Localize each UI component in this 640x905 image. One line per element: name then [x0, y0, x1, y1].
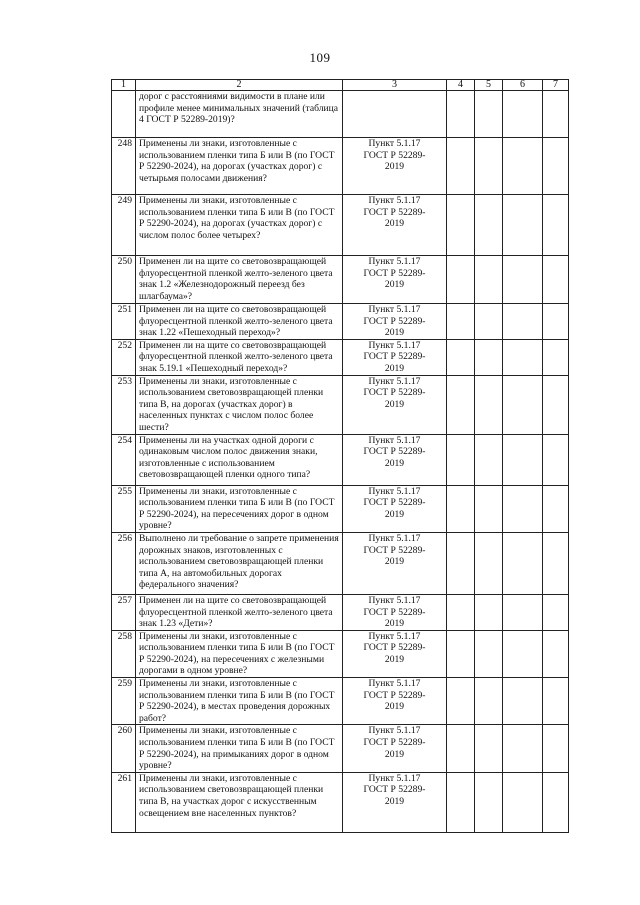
requirement-reference: [343, 138, 447, 195]
answer-cell-col-7[interactable]: [543, 434, 569, 485]
answer-cell-col-4[interactable]: [447, 630, 475, 677]
reference-line: 2019: [384, 748, 405, 760]
answer-cell-col-6[interactable]: [503, 339, 543, 375]
reference-line: 2019: [384, 279, 405, 291]
answer-cell-col-6[interactable]: [503, 725, 543, 772]
question-text: Применены ли знаки, изготовленные с использованием световозвращающей пленки типа В, на дорогах (участках дорог) в населенных пунктах с числом полос более шести?: [136, 375, 343, 434]
answer-cell-col-6[interactable]: [503, 138, 543, 195]
col-header-6: 6: [503, 80, 543, 91]
reference-line: 2019: [384, 398, 405, 410]
row-number: 252: [112, 339, 136, 375]
answer-cell-col-7[interactable]: [543, 375, 569, 434]
reference-line: ГОСТ Р 52289-: [363, 497, 426, 509]
table-row: [112, 630, 569, 677]
answer-cell-col-6[interactable]: [503, 678, 543, 725]
reference-line: ГОСТ Р 52289-: [363, 737, 426, 749]
row-number: 253: [112, 375, 136, 434]
answer-cell-col-5[interactable]: [475, 678, 503, 725]
answer-cell-col-4[interactable]: [447, 772, 475, 832]
answer-cell-col-4[interactable]: [447, 195, 475, 256]
table-row: [112, 772, 569, 832]
answer-cell-col-4[interactable]: [447, 304, 475, 340]
requirement-reference: [343, 594, 447, 630]
answer-cell-col-5[interactable]: [475, 375, 503, 434]
reference-line: ГОСТ Р 52289-: [363, 642, 426, 654]
answer-cell-col-6[interactable]: [503, 772, 543, 832]
reference-line: ГОСТ Р 52289-: [363, 315, 426, 327]
answer-cell-col-5[interactable]: [475, 594, 503, 630]
reference-line: ГОСТ Р 52289-: [363, 689, 426, 701]
question-text: Применены ли знаки, изготовленные с использованием пленки типа Б или В (по ГОСТ Р 52290-2024), на пересечениях с железными дорогами в одном уровне?: [136, 630, 343, 677]
answer-cell-col-5[interactable]: [475, 485, 503, 532]
col-header-3: 3: [343, 80, 447, 91]
answer-cell-col-6[interactable]: [503, 594, 543, 630]
question-text: Применены ли знаки, изготовленные с использованием пленки типа Б или В (по ГОСТ Р 52290-2024), на пересечениях дорог в одном уровне?: [136, 485, 343, 532]
answer-cell-col-5[interactable]: [475, 91, 503, 138]
table-row: [112, 375, 569, 434]
requirement-reference: [343, 339, 447, 375]
row-number: 260: [112, 725, 136, 772]
row-number: 248: [112, 138, 136, 195]
row-number: 257: [112, 594, 136, 630]
answer-cell-col-4[interactable]: [447, 725, 475, 772]
row-number: 256: [112, 532, 136, 594]
question-text: Применен ли на щите со световозвращающей флуоресцентной пленкой желто-зеленого цвета знак 1.2 «Железнодорожный переезд без шлагбаума»?: [136, 256, 343, 304]
answer-cell-col-5[interactable]: [475, 339, 503, 375]
row-number: 251: [112, 304, 136, 340]
answer-cell-col-4[interactable]: [447, 375, 475, 434]
reference-line: Пункт 5.1.17: [368, 594, 421, 606]
question-text: Применен ли на щите со световозвращающей флуоресцентной пленкой желто-зеленого цвета знак 5.19.1 «Пешеходный переход»?: [136, 339, 343, 375]
table-row: [112, 195, 569, 256]
requirement-reference: [343, 256, 447, 304]
requirement-reference: [343, 91, 447, 138]
reference-line: 2019: [384, 362, 405, 374]
reference-line: Пункт 5.1.17: [368, 256, 421, 267]
answer-cell-col-7[interactable]: [543, 485, 569, 532]
reference-line: 2019: [384, 161, 405, 173]
row-number: 250: [112, 256, 136, 304]
question-text: Применен ли на щите со световозвращающей флуоресцентной пленкой желто-зеленого цвета знак 1.23 «Дети»?: [136, 594, 343, 630]
answer-cell-col-7[interactable]: [543, 678, 569, 725]
question-text: Применены ли знаки, изготовленные с использованием световозвращающей пленки типа В, на участках дорог с искусственным освещением вне населенных пунктов?: [136, 772, 343, 832]
col-header-2: 2: [136, 80, 343, 91]
answer-cell-col-5[interactable]: [475, 434, 503, 485]
answer-cell-col-4[interactable]: [447, 678, 475, 725]
question-text: Применены ли знаки, изготовленные с использованием пленки типа Б или В (по ГОСТ Р 52290-2024), в местах проведения дорожных работ?: [136, 678, 343, 725]
answer-cell-col-7[interactable]: [543, 630, 569, 677]
reference-line: Пункт 5.1.17: [368, 725, 421, 737]
requirement-reference: [343, 630, 447, 677]
reference-line: Пункт 5.1.17: [368, 532, 421, 544]
answer-cell-col-5[interactable]: [475, 630, 503, 677]
row-number: 249: [112, 195, 136, 256]
reference-line: 2019: [384, 796, 405, 807]
requirement-reference: [343, 375, 447, 434]
answer-cell-col-4[interactable]: [447, 256, 475, 304]
reference-line: 2019: [384, 508, 405, 520]
table-row: [112, 532, 569, 594]
requirement-reference: [343, 304, 447, 340]
reference-line: 2019: [384, 618, 405, 630]
answer-cell-col-6[interactable]: [503, 304, 543, 340]
requirement-reference: [343, 678, 447, 725]
question-text: Применен ли на щите со световозвращающей флуоресцентной пленкой желто-зеленого цвета знак 1.22 «Пешеходный переход»?: [136, 304, 343, 340]
answer-cell-col-7[interactable]: [543, 195, 569, 256]
answer-cell-col-4[interactable]: [447, 594, 475, 630]
answer-cell-col-7[interactable]: [543, 532, 569, 594]
table-row: [112, 91, 569, 138]
page-number: 109: [309, 50, 331, 65]
answer-cell-col-4[interactable]: [447, 532, 475, 594]
reference-line: 2019: [384, 556, 405, 568]
reference-line: ГОСТ Р 52289-: [363, 267, 426, 279]
table-row: [112, 339, 569, 375]
answer-cell-col-4[interactable]: [447, 91, 475, 138]
answer-cell-col-7[interactable]: [543, 594, 569, 630]
reference-line: 2019: [384, 327, 405, 339]
table-row: [112, 138, 569, 195]
answer-cell-col-6[interactable]: [503, 256, 543, 304]
answer-cell-col-5[interactable]: [475, 532, 503, 594]
answer-cell-col-7[interactable]: [543, 772, 569, 832]
col-header-7: 7: [543, 80, 569, 91]
table-row: [112, 304, 569, 340]
reference-line: ГОСТ Р 52289-: [363, 544, 426, 556]
reference-line: Пункт 5.1.17: [368, 375, 421, 387]
table-body: [112, 91, 569, 833]
answer-cell-col-6[interactable]: [503, 485, 543, 532]
table-row: [112, 256, 569, 304]
requirement-reference: [343, 485, 447, 532]
reference-line: Пункт 5.1.17: [368, 304, 421, 315]
question-text: Применены ли на участках одной дороги с одинаковым числом полос движения знаки, изготовленные с использованием световозвращающей пленки одного типа?: [136, 434, 343, 485]
table-row: [112, 725, 569, 772]
answer-cell-col-5[interactable]: [475, 772, 503, 832]
answer-cell-col-7[interactable]: [543, 339, 569, 375]
col-header-1: 1: [112, 80, 136, 91]
answer-cell-col-7[interactable]: [543, 138, 569, 195]
question-text: Применены ли знаки, изготовленные с использованием пленки типа Б или В (по ГОСТ Р 52290-2024), на примыканиях дорог в одном уровне?: [136, 725, 343, 772]
answer-cell-col-6[interactable]: [503, 434, 543, 485]
reference-line: ГОСТ Р 52289-: [363, 784, 426, 796]
header-row: [112, 80, 569, 91]
question-text: Применены ли знаки, изготовленные с использованием пленки типа Б или В (по ГОСТ Р 52290-2024), на дорогах (участках дорог) с четырьмя полосами движения?: [136, 138, 343, 195]
answer-cell-col-6[interactable]: [503, 91, 543, 138]
requirement-reference: [343, 195, 447, 256]
answer-cell-col-4[interactable]: [447, 138, 475, 195]
reference-line: ГОСТ Р 52289-: [363, 606, 426, 618]
answer-cell-col-7[interactable]: [543, 256, 569, 304]
table-row: [112, 434, 569, 485]
reference-line: ГОСТ Р 52289-: [363, 387, 426, 399]
table-row: [112, 594, 569, 630]
answer-cell-col-5[interactable]: [475, 256, 503, 304]
answer-cell-col-7[interactable]: [543, 304, 569, 340]
reference-line: Пункт 5.1.17: [368, 434, 421, 446]
answer-cell-col-5[interactable]: [475, 725, 503, 772]
requirement-reference: [343, 772, 447, 832]
question-text: дорог с расстояниями видимости в плане или профиле менее минимальных значений (таблица 4 ГОСТ Р 52289-2019)?: [136, 91, 343, 138]
table-row: [112, 678, 569, 725]
reference-line: ГОСТ Р 52289-: [363, 149, 426, 161]
answer-cell-col-5[interactable]: [475, 195, 503, 256]
requirement-reference: [343, 532, 447, 594]
requirement-reference: [343, 434, 447, 485]
row-number: 254: [112, 434, 136, 485]
checklist-table: [111, 79, 569, 833]
question-text: Применены ли знаки, изготовленные с использованием пленки типа Б или В (по ГОСТ Р 52290-2024), на дорогах (участках дорог) с числом полос более четырех?: [136, 195, 343, 256]
reference-line: Пункт 5.1.17: [368, 339, 421, 351]
answer-cell-col-6[interactable]: [503, 195, 543, 256]
answer-cell-col-6[interactable]: [503, 532, 543, 594]
reference-line: Пункт 5.1.17: [368, 772, 421, 784]
reference-line: ГОСТ Р 52289-: [363, 206, 426, 218]
row-number: 261: [112, 772, 136, 832]
answer-cell-col-4[interactable]: [447, 485, 475, 532]
requirement-reference: [343, 725, 447, 772]
answer-cell-col-7[interactable]: [543, 91, 569, 138]
reference-line: Пункт 5.1.17: [368, 195, 421, 206]
answer-cell-col-5[interactable]: [475, 138, 503, 195]
col-header-5: 5: [475, 80, 503, 91]
col-header-4: 4: [447, 80, 475, 91]
reference-line: 2019: [384, 457, 405, 469]
reference-line: 2019: [384, 653, 405, 665]
table-row: [112, 485, 569, 532]
reference-line: 2019: [384, 218, 405, 230]
answer-cell-col-6[interactable]: [503, 375, 543, 434]
reference-line: Пункт 5.1.17: [368, 678, 421, 690]
answer-cell-col-7[interactable]: [543, 725, 569, 772]
row-number: 255: [112, 485, 136, 532]
answer-cell-col-4[interactable]: [447, 434, 475, 485]
row-number: 258: [112, 630, 136, 677]
reference-line: ГОСТ Р 52289-: [363, 351, 426, 363]
row-number: [112, 91, 136, 138]
answer-cell-col-4[interactable]: [447, 339, 475, 375]
answer-cell-col-5[interactable]: [475, 304, 503, 340]
reference-line: Пункт 5.1.17: [368, 138, 421, 149]
reference-line: Пункт 5.1.17: [368, 485, 421, 497]
row-number: 259: [112, 678, 136, 725]
reference-line: 2019: [384, 701, 405, 713]
reference-line: ГОСТ Р 52289-: [363, 446, 426, 458]
question-text: Выполнено ли требование о запрете применения дорожных знаков, изготовленных с использованием световозвращающей пленки типа А, на автомобильных дорогах федерального значения?: [136, 532, 343, 594]
answer-cell-col-6[interactable]: [503, 630, 543, 677]
reference-line: Пункт 5.1.17: [368, 630, 421, 642]
